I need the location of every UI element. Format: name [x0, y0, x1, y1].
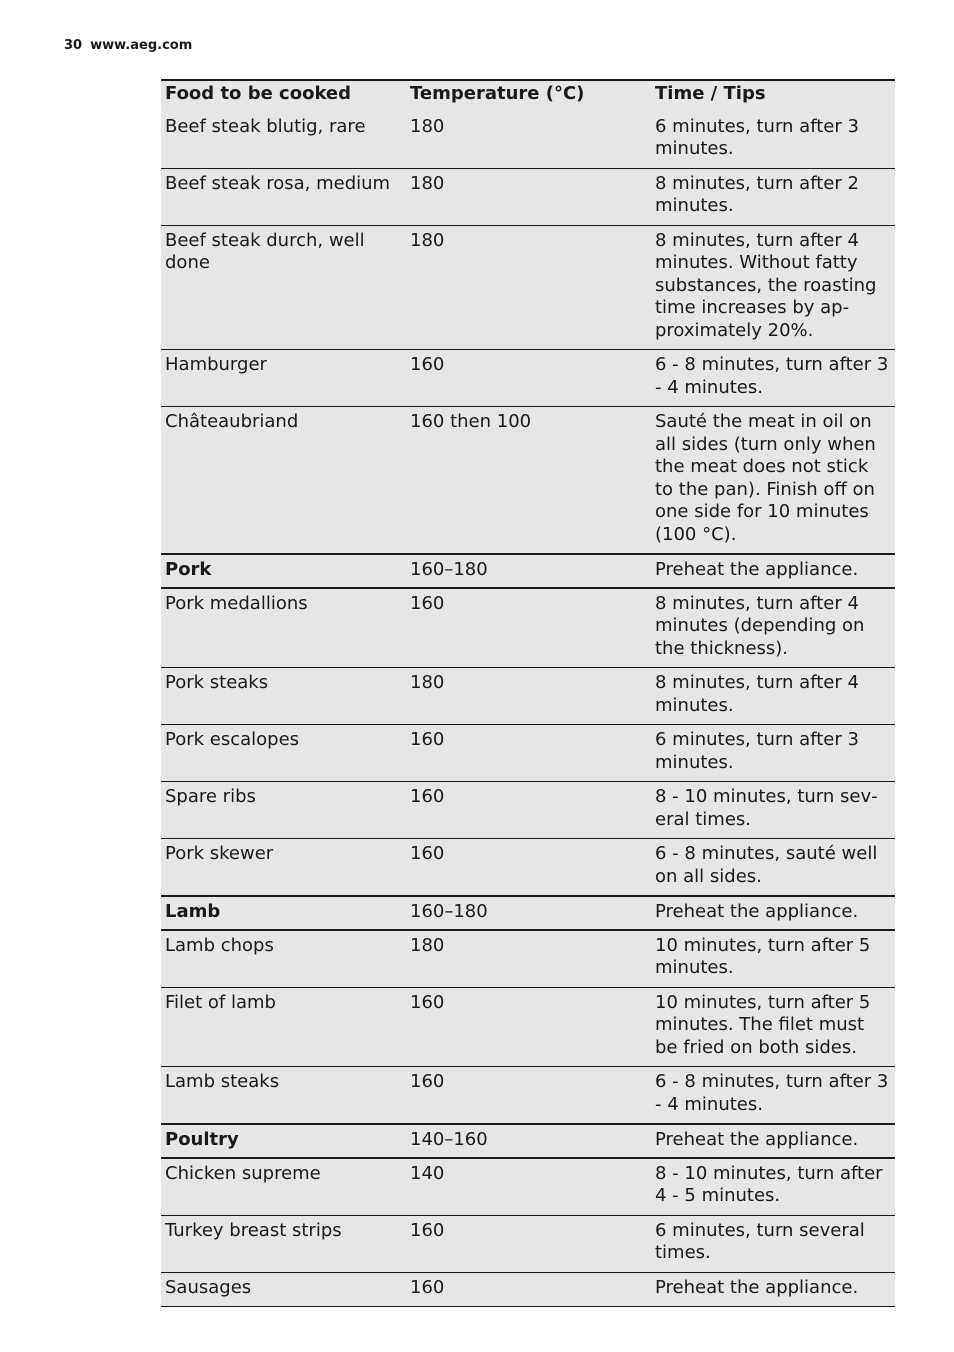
- table-row: [161, 782, 895, 839]
- tips-cell: 6 - 8 minutes, sauté well on all sides.: [651, 839, 895, 897]
- table-row: [161, 1215, 895, 1272]
- temperature-cell: 180: [406, 168, 651, 225]
- tips-cell: Sauté the meat in oil on all sides (turn only when the meat does not stick to the pan). Finish off on one side for 10 minutes (100 °C).: [651, 407, 895, 555]
- food-cell: Hamburger: [161, 350, 406, 407]
- temperature-cell: 160: [406, 588, 651, 668]
- tips-cell: 8 - 10 minutes, turn after 4 - 5 minutes.: [651, 1158, 895, 1216]
- temperature-cell: 160 then 100: [406, 407, 651, 555]
- food-cell: Beef steak rosa, medium: [161, 168, 406, 225]
- food-cell: Châteaubriand: [161, 407, 406, 555]
- site-url: www.aeg.com: [90, 38, 193, 53]
- table-row: [161, 168, 895, 225]
- temperature-cell: 160: [406, 725, 651, 782]
- column-header-time-tips: Time / Tips: [651, 80, 895, 112]
- food-cell: Chicken supreme: [161, 1158, 406, 1216]
- temperature-cell: 180: [406, 225, 651, 350]
- tips-cell: 6 - 8 minutes, turn after 3 - 4 minutes.: [651, 350, 895, 407]
- table-row: [161, 1067, 895, 1125]
- food-cell: Poultry: [161, 1124, 406, 1158]
- table-row: [161, 350, 895, 407]
- tips-cell: 8 minutes, turn after 4 minutes.: [651, 668, 895, 725]
- temperature-cell: 160: [406, 987, 651, 1067]
- food-cell: Pork: [161, 554, 406, 588]
- food-cell: Pork medallions: [161, 588, 406, 668]
- tips-cell: Preheat the appliance.: [651, 554, 895, 588]
- temperature-cell: 180: [406, 112, 651, 169]
- table-row: [161, 839, 895, 897]
- tips-cell: 8 minutes, turn after 2 minutes.: [651, 168, 895, 225]
- tips-cell: Preheat the appliance.: [651, 1272, 895, 1307]
- food-cell: Lamb: [161, 896, 406, 930]
- table-row: [161, 225, 895, 350]
- temperature-cell: 160: [406, 839, 651, 897]
- table-row: [161, 1272, 895, 1307]
- tips-cell: 10 minutes, turn after 5 minutes. The filet must be fried on both sides.: [651, 987, 895, 1067]
- tips-cell: Preheat the appliance.: [651, 1124, 895, 1158]
- column-header-temperature: Temperature (°C): [406, 80, 651, 112]
- table-row: [161, 588, 895, 668]
- temperature-cell: 160–180: [406, 896, 651, 930]
- table-header-row: [161, 80, 895, 112]
- page-number: 30: [64, 38, 83, 53]
- food-cell: Filet of lamb: [161, 987, 406, 1067]
- tips-cell: 8 - 10 minutes, turn several times.: [651, 782, 895, 839]
- tips-cell: 8 minutes, turn after 4 minutes (depending on the thickness).: [651, 588, 895, 668]
- temperature-cell: 160: [406, 1272, 651, 1307]
- temperature-cell: 160: [406, 1067, 651, 1125]
- temperature-cell: 160: [406, 1215, 651, 1272]
- temperature-cell: 140–160: [406, 1124, 651, 1158]
- food-cell: Spare ribs: [161, 782, 406, 839]
- tips-cell: 10 minutes, turn after 5 minutes.: [651, 930, 895, 988]
- temperature-cell: 140: [406, 1158, 651, 1216]
- food-cell: Beef steak durch, well done: [161, 225, 406, 350]
- table-row: [161, 725, 895, 782]
- table-row: [161, 1158, 895, 1216]
- food-cell: Pork escalopes: [161, 725, 406, 782]
- tips-cell: 8 minutes, turn after 4 minutes. Without fatty substances, the roasting time increases by approximately 20%.: [651, 225, 895, 350]
- table-row: [161, 668, 895, 725]
- food-cell: Beef steak blutig, rare: [161, 112, 406, 169]
- food-cell: Pork skewer: [161, 839, 406, 897]
- tips-cell: 6 - 8 minutes, turn after 3 - 4 minutes.: [651, 1067, 895, 1125]
- tips-cell: 6 minutes, turn after 3 minutes.: [651, 725, 895, 782]
- cooking-table: [161, 79, 895, 1307]
- tips-cell: 6 minutes, turn several times.: [651, 1215, 895, 1272]
- table-row: [161, 407, 895, 555]
- temperature-cell: 160: [406, 782, 651, 839]
- table-group-row: [161, 1124, 895, 1158]
- page-header: [64, 38, 192, 53]
- table-group-row: [161, 896, 895, 930]
- food-cell: Turkey breast strips: [161, 1215, 406, 1272]
- tips-cell: 6 minutes, turn after 3 minutes.: [651, 112, 895, 169]
- table-row: [161, 930, 895, 988]
- tips-cell: Preheat the appliance.: [651, 896, 895, 930]
- table-row: [161, 112, 895, 169]
- column-header-food: Food to be cooked: [161, 80, 406, 112]
- table-group-row: [161, 554, 895, 588]
- temperature-cell: 180: [406, 668, 651, 725]
- food-cell: Sausages: [161, 1272, 406, 1307]
- temperature-cell: 160–180: [406, 554, 651, 588]
- temperature-cell: 160: [406, 350, 651, 407]
- temperature-cell: 180: [406, 930, 651, 988]
- table-row: [161, 987, 895, 1067]
- food-cell: Lamb steaks: [161, 1067, 406, 1125]
- food-cell: Lamb chops: [161, 930, 406, 988]
- food-cell: Pork steaks: [161, 668, 406, 725]
